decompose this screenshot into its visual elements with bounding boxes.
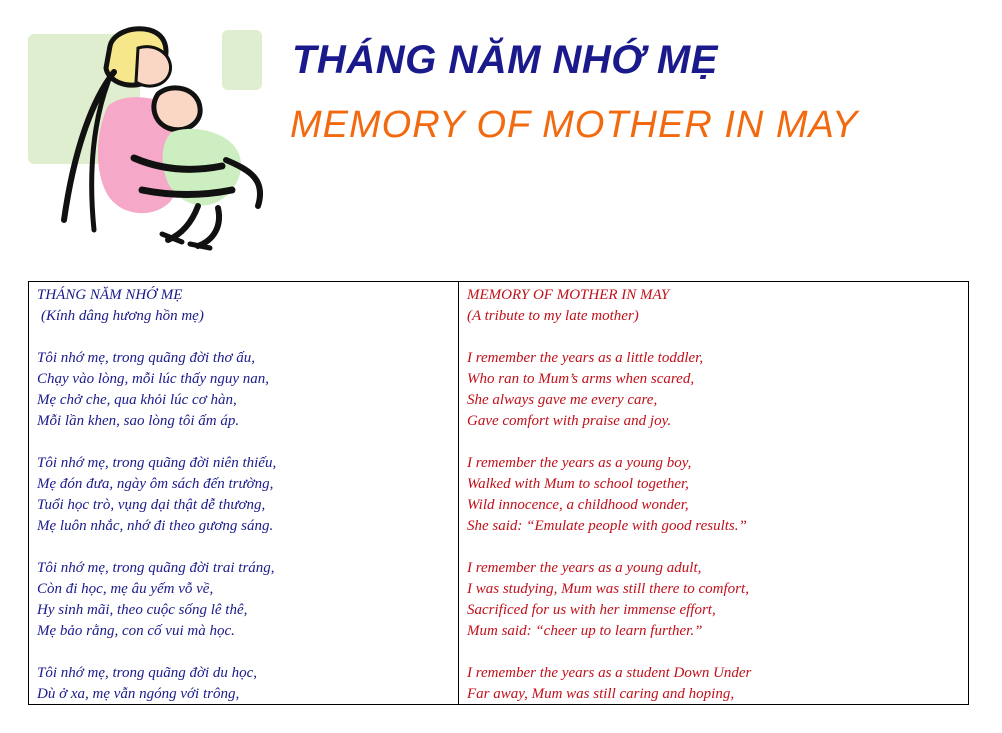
- stanza-en-1: [467, 348, 960, 432]
- stanza-vi-3: [37, 558, 450, 642]
- poem-table: [28, 281, 969, 705]
- poem-title-vi: THÁNG NĂM NHỚ MẸ: [37, 287, 183, 303]
- poem-line: Far away, Mum was still caring and hoping,: [467, 686, 735, 702]
- poem-line: She said: “Emulate people with good results.”: [467, 518, 747, 534]
- mother-holding-child-clipart: [22, 20, 278, 252]
- poem-line: Hy sinh mãi, theo cuộc sống lê thê,: [37, 602, 248, 618]
- poem-line: I remember the years as a young boy,: [467, 455, 692, 471]
- stanza-en-3: [467, 558, 960, 642]
- poem-line: Gave comfort with praise and joy.: [467, 413, 672, 429]
- poem-line: Sacrificed for us with her immense effort,: [467, 602, 716, 618]
- page-title-vietnamese: THÁNG NĂM NHỚ MẸ: [292, 38, 718, 82]
- stanza-vi-4: [37, 663, 450, 705]
- poem-line: I was studying, Mum was still there to comfort,: [467, 581, 749, 597]
- stanza-en-2: [467, 453, 960, 537]
- page-title-english: MEMORY OF MOTHER IN MAY: [290, 104, 859, 146]
- poem-line: Walked with Mum to school together,: [467, 476, 689, 492]
- poem-line: I remember the years as a student Down Under: [467, 665, 752, 681]
- poem-line: Tôi nhớ mẹ, trong quãng đời niên thiếu,: [37, 455, 277, 471]
- poem-column-english: [459, 282, 968, 704]
- poem-line: Chạy vào lòng, mỗi lúc thấy nguy nan,: [37, 371, 270, 387]
- poem-line: Mỗi lần khen, sao lòng tôi ấm áp.: [37, 413, 240, 429]
- poem-line: Tôi nhớ mẹ, trong quãng đời thơ ấu,: [37, 350, 256, 366]
- poem-line: Tôi nhớ mẹ, trong quãng đời trai tráng,: [37, 560, 275, 576]
- poem-line: Dù ở xa, mẹ vẫn ngóng với trông,: [37, 686, 240, 702]
- stanza-vi-1: [37, 348, 450, 432]
- poem-subtitle-en: (A tribute to my late mother): [467, 308, 639, 324]
- poem-line: Who ran to Mum’s arms when scared,: [467, 371, 695, 387]
- poem-line: Mum said: “cheer up to learn further.”: [467, 623, 703, 639]
- poem-line: Mẹ đón đưa, ngày ôm sách đến trường,: [37, 476, 274, 492]
- stanza-vi-2: [37, 453, 450, 537]
- stanza-en-4: [467, 663, 960, 705]
- poem-line: Mẹ luôn nhắc, nhớ đi theo gương sáng.: [37, 518, 274, 534]
- poem-subtitle-vi: (Kính dâng hương hồn mẹ): [41, 308, 204, 324]
- poem-line: She always gave me every care,: [467, 392, 658, 408]
- poem-line: I remember the years as a young adult,: [467, 560, 702, 576]
- poem-title-en: MEMORY OF MOTHER IN MAY: [467, 287, 670, 303]
- poem-line: Wild innocence, a childhood wonder,: [467, 497, 689, 513]
- poem-line: Tôi nhớ mẹ, trong quãng đời du học,: [37, 665, 258, 681]
- poem-line: Tuổi học trò, vụng dại thật dễ thương,: [37, 497, 266, 513]
- poem-line: Còn đi học, mẹ âu yếm vỗ về,: [37, 581, 214, 597]
- poem-line: Mẹ bảo rằng, con cố vui mà học.: [37, 623, 235, 639]
- poem-line: I remember the years as a little toddler,: [467, 350, 704, 366]
- poem-line: Mẹ chở che, qua khỏi lúc cơ hàn,: [37, 392, 237, 408]
- poem-column-vietnamese: [29, 282, 459, 704]
